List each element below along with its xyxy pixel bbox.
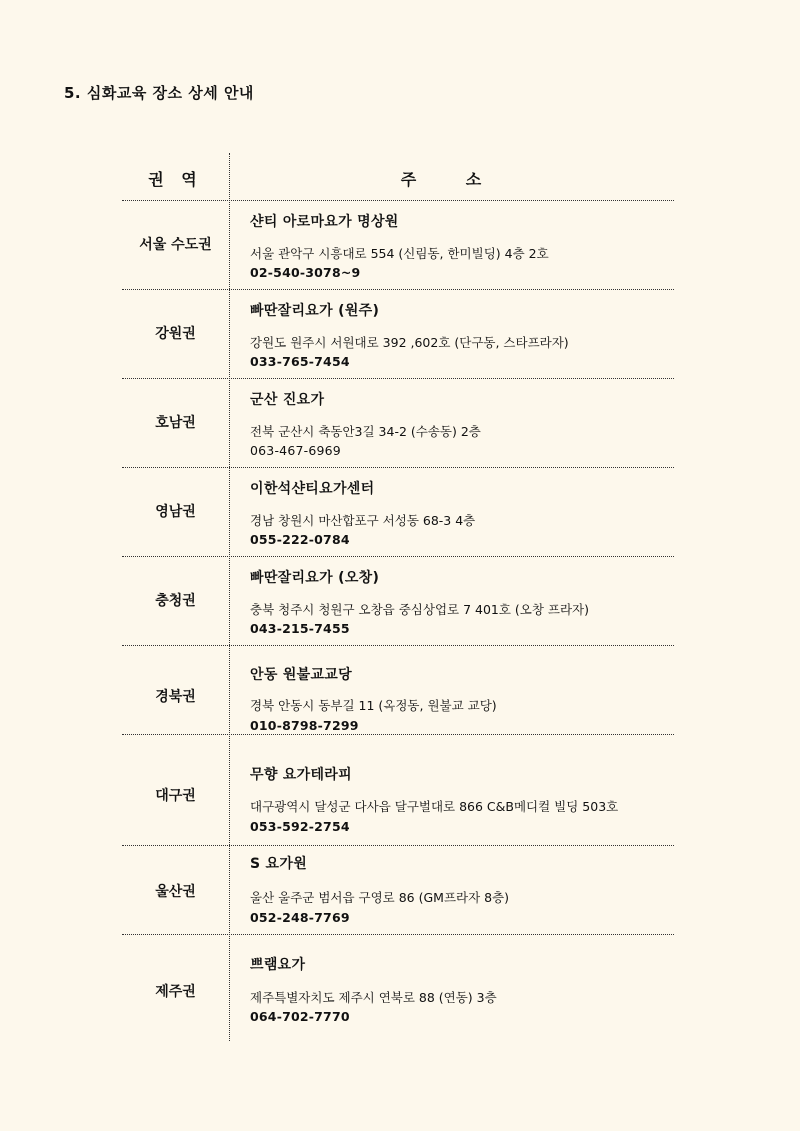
venue-phone: 064-702-7770 bbox=[250, 1009, 350, 1024]
row-region: 영남권 bbox=[155, 504, 196, 520]
venue-phone: 033-765-7454 bbox=[250, 354, 350, 369]
table-row bbox=[122, 557, 674, 646]
table-row bbox=[122, 938, 674, 1027]
venue-phone: 053-592-2754 bbox=[250, 819, 350, 834]
table-row bbox=[122, 757, 674, 846]
venue-name: 쁘램요가 bbox=[250, 957, 306, 973]
venue-address: 서울 관악구 시흥대로 554 (신림동, 한미빌딩) 4층 2호 bbox=[250, 246, 549, 261]
table-row bbox=[122, 468, 674, 557]
venue-name: 무향 요가테라피 bbox=[250, 767, 352, 783]
header-address: 주 소 bbox=[400, 170, 504, 189]
table-row bbox=[122, 379, 674, 468]
venue-address: 경북 안동시 동부길 11 (옥정동, 원불교 교당) bbox=[250, 698, 497, 713]
venue-name: 빠딴잘리요가 (오창) bbox=[250, 570, 380, 586]
venue-address: 울산 울주군 범서읍 구영로 86 (GM프라자 8층) bbox=[250, 890, 510, 905]
venue-name: 샨티 아로마요가 명상원 bbox=[250, 214, 399, 230]
venue-phone: 02-540-3078~9 bbox=[250, 265, 361, 280]
table-row bbox=[122, 646, 674, 735]
venue-address: 강원도 원주시 서원대로 392 ,602호 (단구동, 스타프라자) bbox=[250, 335, 569, 350]
row-region: 호남권 bbox=[155, 415, 196, 431]
venue-address: 제주특별자치도 제주시 연북로 88 (연동) 3층 bbox=[250, 990, 497, 1005]
venue-phone: 052-248-7769 bbox=[250, 910, 350, 925]
row-region: 충청권 bbox=[155, 593, 196, 609]
row-region: 울산권 bbox=[155, 884, 196, 900]
table-header bbox=[122, 153, 674, 201]
venue-address: 충북 청주시 청원구 오창읍 중심상업로 7 401호 (오창 프라자) bbox=[250, 602, 590, 617]
venue-address: 경남 창원시 마산합포구 서성동 68-3 4층 bbox=[250, 513, 476, 528]
table-row bbox=[122, 201, 674, 290]
row-region: 강원권 bbox=[155, 326, 196, 342]
venue-phone: 010-8798-7299 bbox=[250, 718, 359, 733]
venue-name: 빠딴잘리요가 (원주) bbox=[250, 303, 380, 319]
header-region: 권 역 bbox=[148, 170, 203, 189]
venue-phone: 063-467-6969 bbox=[250, 443, 341, 458]
venue-address: 전북 군산시 축동안3길 34-2 (수송동) 2층 bbox=[250, 424, 481, 439]
venue-table bbox=[122, 153, 674, 1041]
venue-phone: 043-215-7455 bbox=[250, 621, 350, 636]
row-region: 경북권 bbox=[155, 689, 196, 705]
venue-phone: 055-222-0784 bbox=[250, 532, 350, 547]
venue-address: 대구광역시 달성군 다사읍 달구벌대로 866 C&B메디컬 빌딩 503호 bbox=[250, 799, 619, 814]
table-row bbox=[122, 846, 674, 935]
venue-name: 군산 진요가 bbox=[250, 392, 325, 408]
row-region: 제주권 bbox=[155, 984, 196, 1000]
venue-name: S 요가원 bbox=[250, 856, 308, 872]
venue-name: 안동 원불교교당 bbox=[250, 667, 352, 683]
row-region: 대구권 bbox=[155, 788, 196, 804]
row-region: 서울 수도권 bbox=[139, 237, 212, 253]
venue-name: 이한석샨티요가센터 bbox=[250, 481, 375, 497]
table-row bbox=[122, 290, 674, 379]
section-title: 5. 심화교육 장소 상세 안내 bbox=[64, 84, 254, 102]
